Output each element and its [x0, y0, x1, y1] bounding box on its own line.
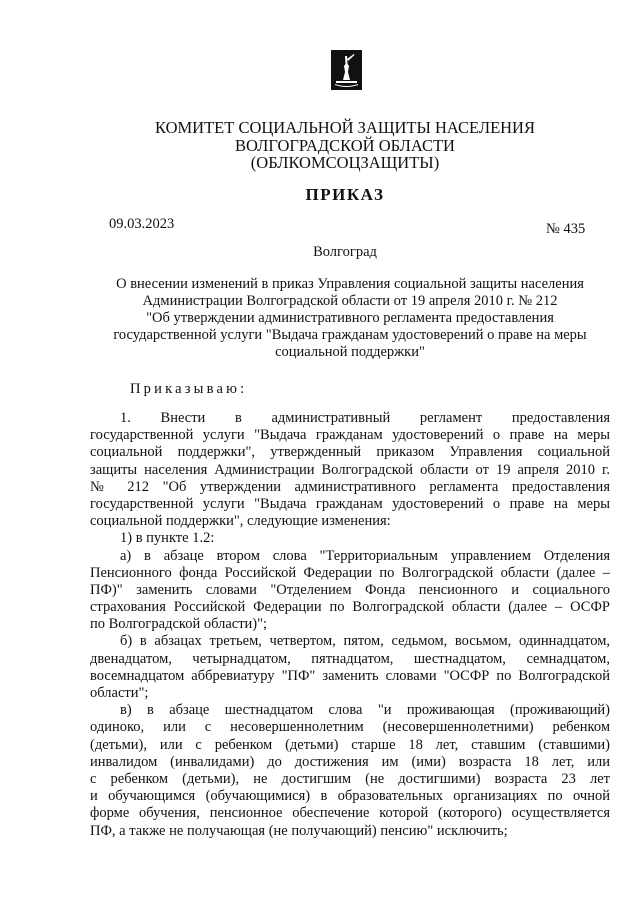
body-line: социальной поддержки", утвержденный приказом Управления социальной — [90, 444, 610, 461]
body-line: восемнадцатом аббревиатуру "ПФ" заменить словами "ОСФР по Волгоградской — [90, 667, 610, 684]
org-line-2: ВОЛГОГРАДСКОЙ ОБЛАСТИ — [235, 135, 455, 155]
coat-of-arms-emblem — [331, 50, 362, 90]
body-line: по Волгоградской области)"; — [90, 616, 268, 633]
body-line: и обучающимся (обучающимися) в образовательных организациях по очной — [90, 788, 610, 805]
body-line: двенадцатом, четырнадцатом, пятнадцатом, шестнадцатом, семнадцатом, — [90, 650, 610, 667]
document-type: ПРИКАЗ — [305, 185, 385, 204]
body-line: а) в абзаце втором слова "Территориальным управлением Отделения — [120, 547, 610, 564]
body-line: 1. Внести в административный регламент предоставления — [120, 410, 610, 426]
body-line: Пенсионного фонда Российской Федерации по Волгоградской области (далее – — [90, 564, 610, 581]
body-line: ПФ, а также не получающая (не получающий) пенсию" исключить; — [90, 822, 508, 839]
document-date: 09.03.2023 — [109, 216, 175, 232]
body-line: государственной услуги "Выдача гражданам удостоверений о праве на меры — [90, 495, 610, 512]
org-line-3: (ОБЛКОМСОЦЗАЩИТЫ) — [250, 153, 440, 172]
body-line: защиты населения Администрации Волгоградской области от 19 апреля 2010 г. — [90, 461, 610, 478]
organization-name — [120, 119, 570, 172]
body-line: № 212 "Об утверждении административного регламента предоставления — [90, 478, 610, 495]
document-number: № 435 — [546, 221, 586, 237]
body-line: области"; — [90, 685, 149, 701]
subject-line: "Об утверждении административного регламента предоставления — [146, 310, 554, 326]
document-subject — [90, 276, 610, 361]
document-body — [90, 410, 610, 840]
document-city: Волгоград — [313, 244, 377, 260]
body-line: с ребенком (детьми), не достигшим (не достигшими) возраста 23 лет — [90, 770, 610, 787]
body-line: (детьми), или с ребенком (детьми) старше 18 лет, ставшим (ставшими) — [90, 736, 610, 753]
org-line-1: КОМИТЕТ СОЦИАЛЬНОЙ ЗАЩИТЫ НАСЕЛЕНИЯ — [155, 118, 535, 137]
body-line: инвалидом (инвалидами) до достижения им (ими) возраста 18 лет, или — [90, 753, 610, 770]
subject-line: социальной поддержки" — [275, 344, 425, 360]
body-line: б) в абзацах третьем, четвертом, пятом, седьмом, восьмом, одиннадцатом, — [120, 633, 610, 650]
body-line: одиноко, или с несовершеннолетним (несовершеннолетними) ребенком — [90, 719, 610, 736]
body-line: ПФ)" заменить словами "Отделением Фонда пенсионного и социального — [90, 581, 610, 598]
order-word: Приказываю: — [130, 381, 248, 397]
body-line: в) в абзаце шестнадцатом слова "и проживающая (проживающий) — [120, 702, 610, 719]
subject-line: О внесении изменений в приказ Управления социальной защиты населения — [116, 276, 584, 292]
body-line: страхования Российской Федерации по Волгоградской области (далее – ОСФР — [90, 599, 610, 616]
subject-line: государственной услуги "Выдача гражданам удостоверений о праве на меры — [113, 327, 587, 343]
body-line: социальной поддержки", следующие изменения: — [90, 513, 391, 530]
body-line: государственной услуги "Выдача гражданам удостоверений о праве на меры — [90, 427, 610, 444]
subject-line: Администрации Волгоградской области от 19 апреля 2010 г. № 212 — [142, 293, 558, 309]
body-line: форме обучения, пенсионное обеспечение которой (которого) осуществляется — [90, 805, 610, 822]
body-line: 1) в пункте 1.2: — [120, 530, 215, 547]
